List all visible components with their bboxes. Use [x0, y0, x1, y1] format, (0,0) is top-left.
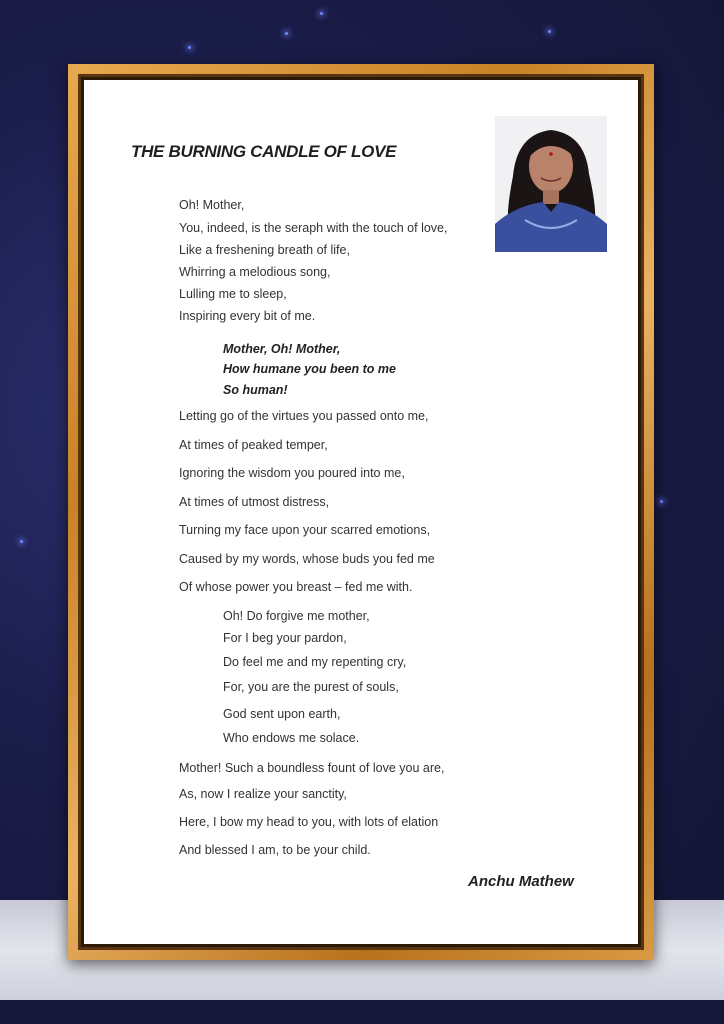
poem-line: Oh! Mother, [179, 198, 245, 212]
poem-line: Whirring a melodious song, [179, 265, 331, 279]
poem-line: Who endows me solace. [223, 731, 360, 745]
poem-line: Caused by my words, whose buds you fed me [179, 552, 435, 566]
star [20, 540, 23, 543]
star [188, 46, 191, 49]
poem-line: At times of peaked temper, [179, 438, 328, 452]
poem-line: Here, I bow my head to you, with lots of elation [179, 815, 439, 829]
poem-line: Oh! Do forgive me mother, [223, 609, 370, 623]
poem-line: You, indeed, is the seraph with the touch of love, [179, 221, 448, 235]
poem-line: Mother! Such a boundless fount of love you are, [179, 761, 445, 775]
poem-line: Inspiring every bit of me. [179, 309, 316, 323]
star [320, 12, 323, 15]
poem-line: Letting go of the virtues you passed onto me, [179, 409, 429, 423]
poem-line: Ignoring the wisdom you poured into me, [179, 466, 405, 480]
poem-line: At times of utmost distress, [179, 495, 330, 509]
refrain-line: Mother, Oh! Mother, [223, 342, 341, 356]
poem-line: Lulling me to sleep, [179, 287, 287, 301]
poem-line: As, now I realize your sanctity, [179, 787, 347, 801]
bottom-dark-strip [0, 1000, 724, 1024]
poem-line: Turning my face upon your scarred emotions, [179, 523, 431, 537]
poem-title: THE BURNING CANDLE OF LOVE [131, 142, 397, 161]
refrain-line: How humane you been to me [223, 362, 396, 376]
poem-line: For, you are the purest of souls, [223, 680, 399, 694]
poem-line: Do feel me and my repenting cry, [223, 655, 407, 669]
poem-line: For I beg your pardon, [223, 631, 347, 645]
poem-page [84, 80, 638, 944]
poem-line: And blessed I am, to be your child. [179, 843, 371, 857]
author-photo [495, 116, 607, 252]
poem-line: Of whose power you breast – fed me with. [179, 580, 413, 594]
refrain-line: So human! [223, 383, 288, 397]
author-signature: Anchu Mathew [468, 873, 574, 890]
star [660, 500, 663, 503]
star [285, 32, 288, 35]
poem-line: God sent upon earth, [223, 707, 341, 721]
poem-line: Like a freshening breath of life, [179, 243, 350, 257]
star [548, 30, 551, 33]
picture-frame [68, 64, 654, 960]
frame-inner-border [78, 74, 644, 950]
portrait-illustration [495, 116, 607, 252]
